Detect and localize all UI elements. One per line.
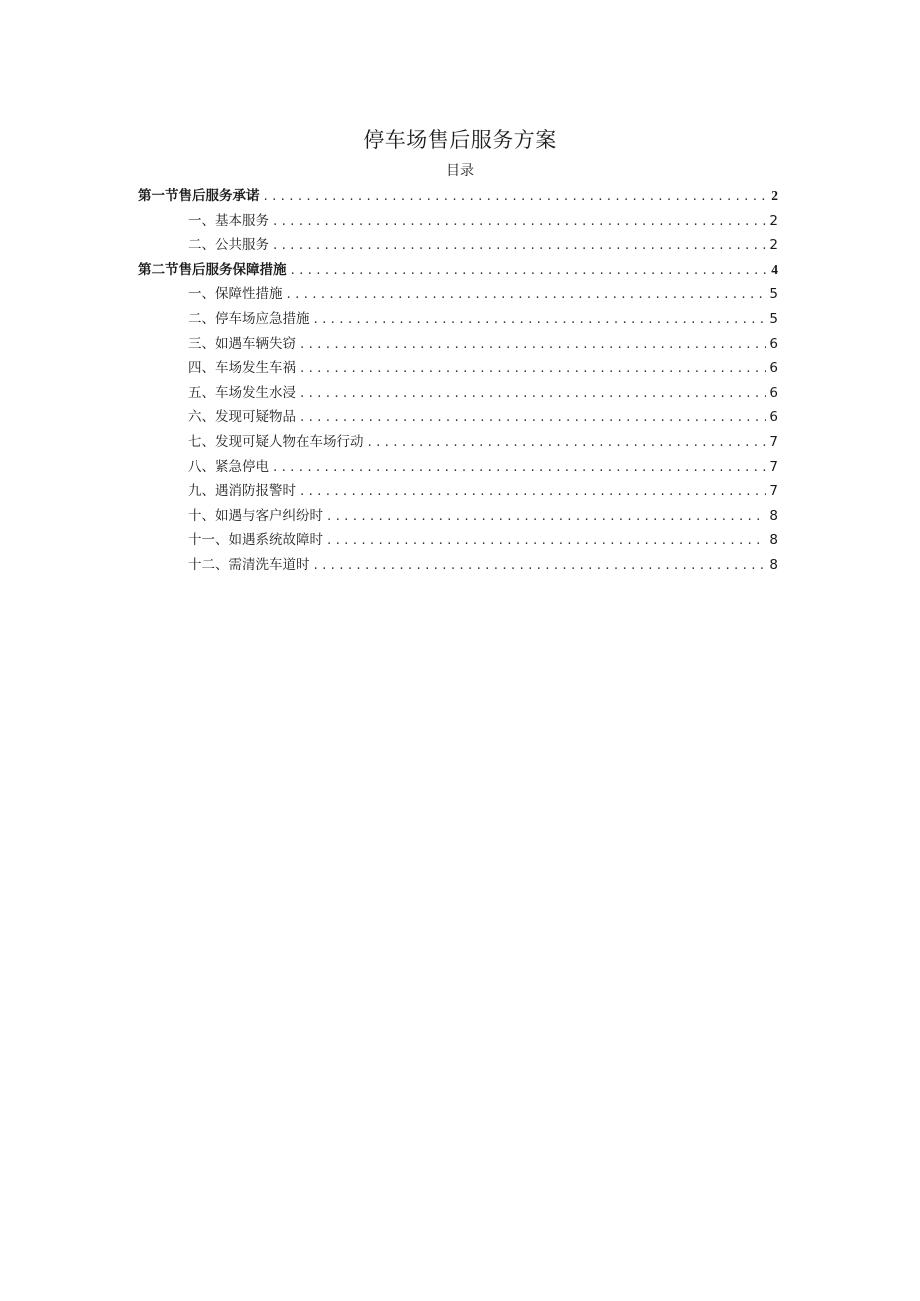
toc-entry-public-service[interactable] xyxy=(138,233,778,258)
toc-dot-leader xyxy=(300,356,766,381)
toc-page-number: 2 xyxy=(769,237,778,254)
toc-dot-leader xyxy=(327,504,766,529)
toc-dot-leader xyxy=(273,233,766,258)
toc-entry-label: 三、如遇车辆失窃 xyxy=(188,335,296,352)
toc-entry-label: 一、保障性措施 xyxy=(188,286,283,303)
document-title: 停车场售后服务方案 xyxy=(363,128,557,152)
toc-page-number: 6 xyxy=(769,360,778,377)
toc-entry-label: 第一节售后服务承诺 xyxy=(138,188,260,204)
toc-entry-label: 二、公共服务 xyxy=(188,237,269,254)
toc-page-number: 2 xyxy=(771,188,778,203)
toc-page-number: 7 xyxy=(769,483,778,500)
toc-entry-section-1[interactable] xyxy=(138,184,778,209)
toc-entry-suspicious-persons[interactable] xyxy=(138,430,778,455)
toc-entry-emergency-measures[interactable] xyxy=(138,307,778,332)
toc-entry-label: 七、发现可疑人物在车场行动 xyxy=(188,433,364,450)
toc-entry-label: 六、发现可疑物品 xyxy=(188,409,296,426)
toc-page-number: 7 xyxy=(769,458,778,475)
toc-dot-leader xyxy=(327,528,766,553)
toc-page-number: 5 xyxy=(769,286,778,303)
toc-entry-label: 九、遇消防报警时 xyxy=(188,483,296,500)
toc-dot-leader xyxy=(273,455,766,480)
toc-entry-lane-cleaning[interactable] xyxy=(138,553,778,578)
table-of-contents xyxy=(138,184,778,578)
toc-dot-leader xyxy=(264,184,768,209)
toc-dot-leader xyxy=(287,282,767,307)
toc-entry-label: 十、如遇与客户纠纷时 xyxy=(188,507,323,524)
toc-dot-leader xyxy=(300,405,766,430)
toc-page-number: 5 xyxy=(769,310,778,327)
toc-dot-leader xyxy=(368,430,767,455)
toc-page-number: 7 xyxy=(769,433,778,450)
toc-page-number: 6 xyxy=(769,335,778,352)
toc-entry-system-failure[interactable] xyxy=(138,528,778,553)
toc-entry-label: 五、车场发生水浸 xyxy=(188,384,296,401)
toc-page-number: 6 xyxy=(769,409,778,426)
toc-entry-label: 二、停车场应急措施 xyxy=(188,310,310,327)
toc-entry-customer-dispute[interactable] xyxy=(138,504,778,529)
toc-entry-label: 第二节售后服务保障措施 xyxy=(138,261,287,278)
toc-page-number: 8 xyxy=(769,556,778,573)
toc-dot-leader xyxy=(314,307,767,332)
toc-entry-safeguard-measures[interactable] xyxy=(138,282,778,307)
toc-page-number: 8 xyxy=(769,507,778,524)
toc-entry-vehicle-theft[interactable] xyxy=(138,332,778,357)
toc-dot-leader xyxy=(291,258,768,283)
toc-entry-power-outage[interactable] xyxy=(138,455,778,480)
toc-dot-leader xyxy=(300,381,766,406)
toc-page-number: 4 xyxy=(771,261,778,277)
toc-dot-leader xyxy=(300,332,766,357)
toc-heading: 目录 xyxy=(446,163,474,179)
toc-entry-fire-alarm[interactable] xyxy=(138,479,778,504)
toc-page-number: 6 xyxy=(769,384,778,401)
toc-entry-label: 四、车场发生车祸 xyxy=(188,360,296,377)
toc-entry-car-accident[interactable] xyxy=(138,356,778,381)
toc-entry-suspicious-items[interactable] xyxy=(138,405,778,430)
toc-dot-leader xyxy=(273,209,766,234)
toc-entry-basic-service[interactable] xyxy=(138,209,778,234)
toc-dot-leader xyxy=(300,479,766,504)
toc-entry-section-2[interactable] xyxy=(138,258,778,283)
toc-entry-label: 一、基本服务 xyxy=(188,212,269,229)
toc-entry-label: 八、紧急停电 xyxy=(188,458,269,475)
toc-page-number: 2 xyxy=(769,212,778,229)
toc-dot-leader xyxy=(314,553,767,578)
toc-entry-label: 十二、需清洗车道时 xyxy=(188,556,310,573)
toc-page-number: 8 xyxy=(769,532,778,549)
toc-entry-flooding[interactable] xyxy=(138,381,778,406)
toc-entry-label: 十一、如遇系统故障时 xyxy=(188,532,323,549)
